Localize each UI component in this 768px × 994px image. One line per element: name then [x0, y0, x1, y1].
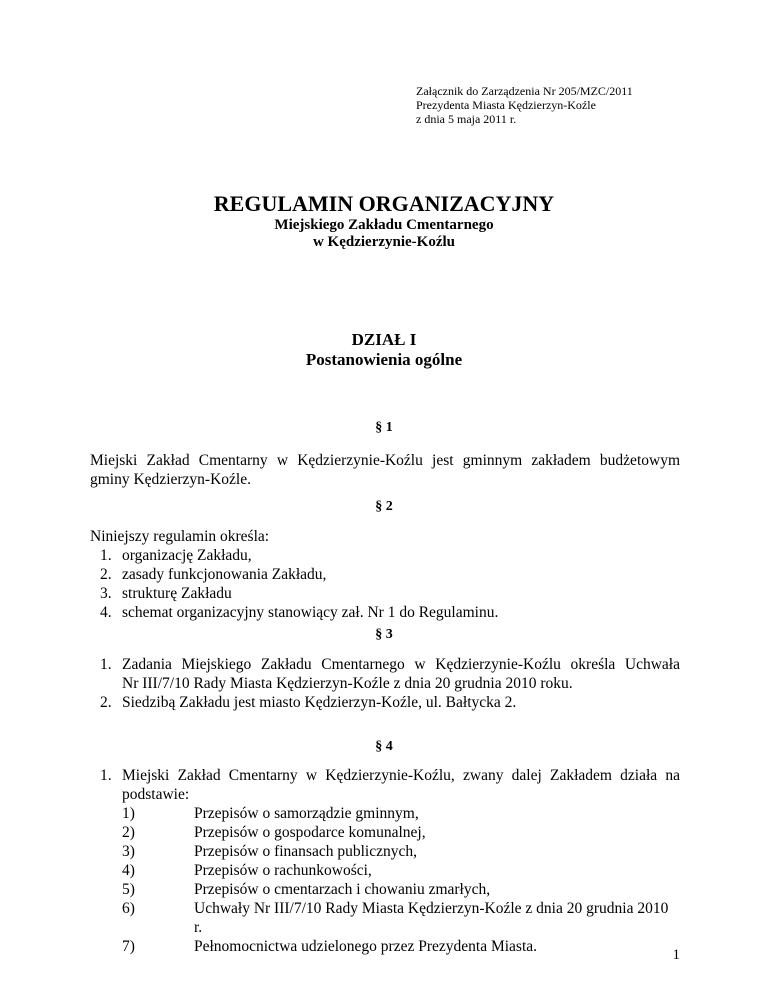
sublist-item-number: 7) — [122, 938, 135, 955]
sublist-item-text: Przepisów o rachunkowości, — [194, 862, 372, 879]
paragraph-4-item-1-line-2: podstawie: — [122, 786, 190, 803]
sublist-item — [122, 823, 680, 842]
subtitle-line-1: Miejskiego Zakładu Cmentarnego — [274, 217, 494, 233]
list-item-text: zasady funkcjonowania Zakładu, — [122, 566, 327, 583]
list-item — [100, 584, 680, 603]
list-item-number: 1. — [100, 547, 112, 564]
list-item-number: 2. — [100, 566, 112, 583]
paragraph-3-item-1-line-1: Zadania Miejskiego Zakładu Cmentarnego w Kędzierzynie-Koźlu określa Uchwała — [122, 656, 680, 673]
sublist-item — [122, 899, 680, 937]
sublist-item — [122, 937, 680, 956]
page-number: 1 — [672, 947, 680, 963]
document-title: REGULAMIN ORGANIZACYJNY — [213, 191, 555, 216]
list-item — [100, 546, 680, 565]
list-item-number: 1. — [100, 767, 112, 784]
list-item-number: 4. — [100, 604, 112, 621]
sublist-item-number: 5) — [122, 881, 135, 898]
subtitle-line-2: w Kędzierzynie-Koźlu — [312, 234, 456, 250]
sublist-item — [122, 861, 680, 880]
document-subtitle — [0, 217, 768, 251]
list-item — [100, 766, 680, 956]
list-item-number: 3. — [100, 585, 112, 602]
paragraph-1-text — [90, 451, 680, 489]
sublist-item-text: Przepisów o cmentarzach i chowaniu zmarłych, — [194, 881, 491, 898]
sublist-item-number: 4) — [122, 862, 135, 879]
section-subheading: Postanowienia ogólne — [305, 350, 463, 369]
list-item-text: strukturę Zakładu — [122, 585, 232, 602]
list-item — [100, 693, 680, 712]
list-item — [100, 603, 680, 622]
sublist-item — [122, 842, 680, 861]
paragraph-3-list — [100, 655, 680, 712]
paragraph-4-item-1-line-1: Miejski Zakład Cmentarny w Kędzierzynie-Koźlu, zwany dalej Zakładem działa na — [122, 767, 680, 784]
annex-line-2: Prezydenta Miasta Kędzierzyn-Koźle — [416, 98, 596, 112]
list-item — [100, 565, 680, 584]
sublist-item-number: 2) — [122, 824, 135, 841]
list-item-text: organizację Zakładu, — [122, 547, 252, 564]
annex-line-3: z dnia 5 maja 2011 r. — [416, 112, 517, 126]
list-item-text: schemat organizacyjny stanowiący zał. Nr 1 do Regulaminu. — [122, 604, 499, 621]
list-item-number: 1. — [100, 656, 112, 673]
sublist-item — [122, 804, 680, 823]
section-heading: DZIAŁ I — [351, 330, 417, 349]
paragraph-mark-2: § 2 — [375, 499, 393, 514]
paragraph-4-sublist — [122, 804, 680, 956]
sublist-item-number: 3) — [122, 843, 135, 860]
sublist-item-number: 1) — [122, 805, 135, 822]
sublist-item — [122, 880, 680, 899]
paragraph-mark-4: § 4 — [375, 739, 393, 754]
paragraph-2-list — [100, 546, 680, 622]
paragraph-2-intro: Niniejszy regulamin określa: — [90, 528, 270, 545]
annex-line-1: Załącznik do Zarządzenia Nr 205/MZC/2011 — [416, 84, 633, 98]
sublist-item-text: Pełnomocnictwa udzielonego przez Prezydenta Miasta. — [194, 938, 538, 955]
sublist-item-text: Przepisów o samorządzie gminnym, — [194, 805, 419, 822]
sublist-item-text: Przepisów o gospodarce komunalnej, — [194, 824, 426, 841]
sublist-item-number: 6) — [122, 900, 135, 917]
paragraph-4-list — [100, 766, 680, 956]
paragraph-mark-3: § 3 — [375, 627, 393, 642]
sublist-item-text: Uchwały Nr III/7/10 Rady Miasta Kędzierzyn-Koźle z dnia 20 grudnia 2010 r. — [194, 900, 669, 936]
annex-note — [416, 84, 633, 126]
paragraph-2-text — [90, 527, 680, 622]
list-item — [100, 655, 680, 693]
list-item-number: 2. — [100, 694, 112, 711]
paragraph-1-line-2: gminy Kędzierzyn-Koźle. — [90, 471, 251, 488]
sublist-item-text: Przepisów o finansach publicznych, — [194, 843, 417, 860]
paragraph-3-item-2-text: Siedzibą Zakładu jest miasto Kędzierzyn-Koźle, ul. Bałtycka 2. — [122, 694, 517, 711]
paragraph-1-line-1: Miejski Zakład Cmentarny w Kędzierzynie-Koźlu jest gminnym zakładem budżetowym — [90, 452, 680, 469]
paragraph-mark-1: § 1 — [375, 420, 393, 435]
paragraph-3-item-1-line-2: Nr III/7/10 Rady Miasta Kędzierzyn-Koźle z dnia 20 grudnia 2010 roku. — [122, 675, 573, 692]
